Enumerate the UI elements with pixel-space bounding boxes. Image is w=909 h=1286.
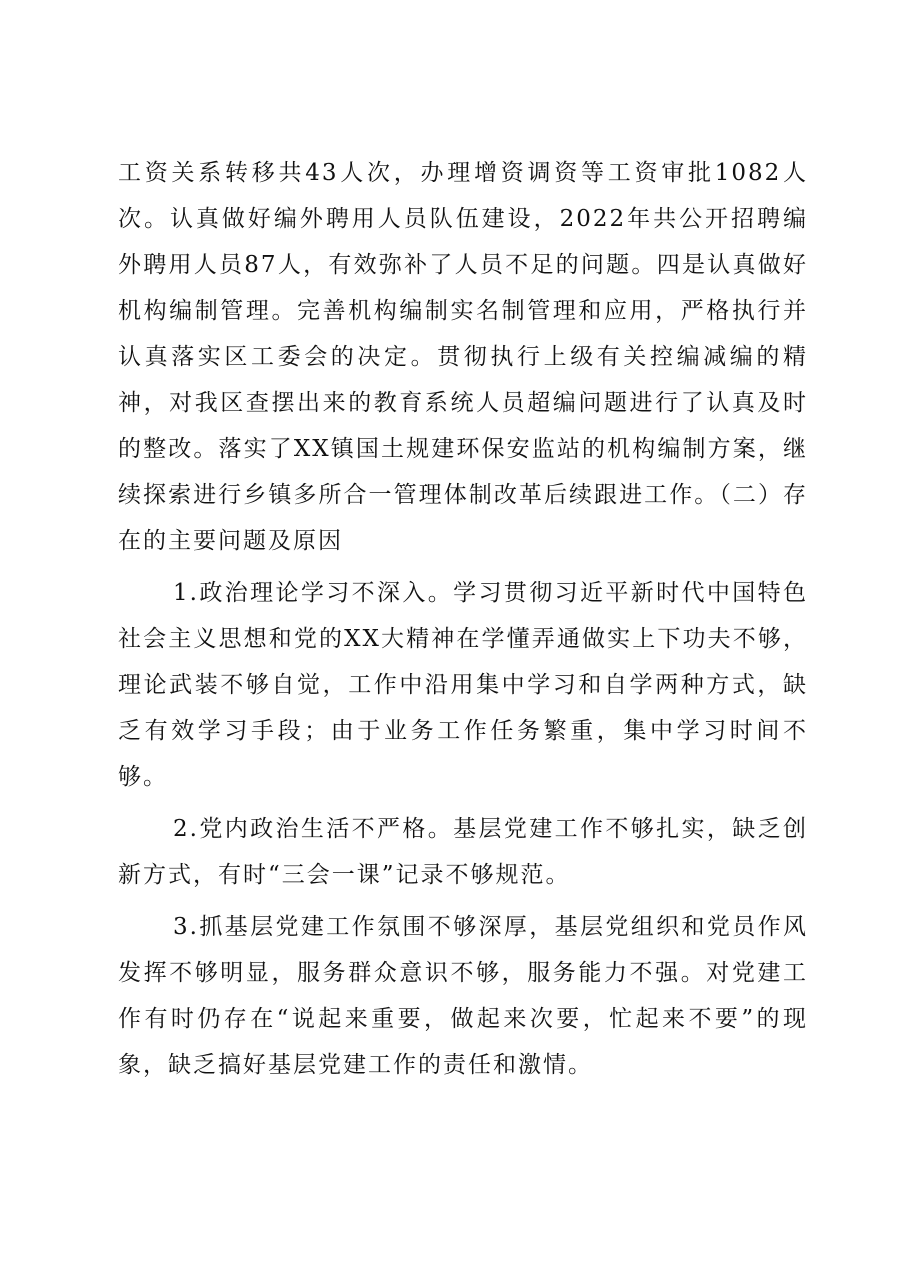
paragraph-work-summary: 工资关系转移共43人次，办理增资调资等工资审批1082人次。认真做好编外聘用人员队伍建设，2022年共公开招聘编外聘用人员87人，有效弥补了人员不足的问题。四是认真做好机构编制管理。完善机构编制实名制管理和应用，严格执行并认真落实区工委会的决定。贯彻执行上级有关控编减编的精神，对我区查摆出来的教育系统人员超编问题进行了认真及时的整改。落实了XX镇国土规建环保安监站的机构编制方案，继续探索进行乡镇多所合一管理体制改革后续跟进工作。（二）存在的主要问题及原因 xyxy=(118,160,808,554)
paragraph-issue-2: 2.党内政治生活不严格。基层党建工作不够扎实，缺乏创新方式，有时“三会一课”记录不够规范。 xyxy=(118,816,808,888)
paragraph-issue-1: 1.政治理论学习不深入。学习贯彻习近平新时代中国特色社会主义思想和党的XX大精神在学懂弄通做实上下功夫不够，理论武装不够自觉，工作中沿用集中学习和自学两种方式，缺乏有效学习手段；由于业务工作任务繁重，集中学习时间不够。 xyxy=(118,580,808,790)
document-body xyxy=(118,150,808,1088)
paragraph-issue-3: 3.抓基层党建工作氛围不够深厚，基层党组织和党员作风发挥不够明显，服务群众意识不够，服务能力不强。对党建工作有时仍存在“说起来重要，做起来次要，忙起来不要”的现象，缺乏搞好基层党建工作的责任和激情。 xyxy=(118,914,808,1078)
